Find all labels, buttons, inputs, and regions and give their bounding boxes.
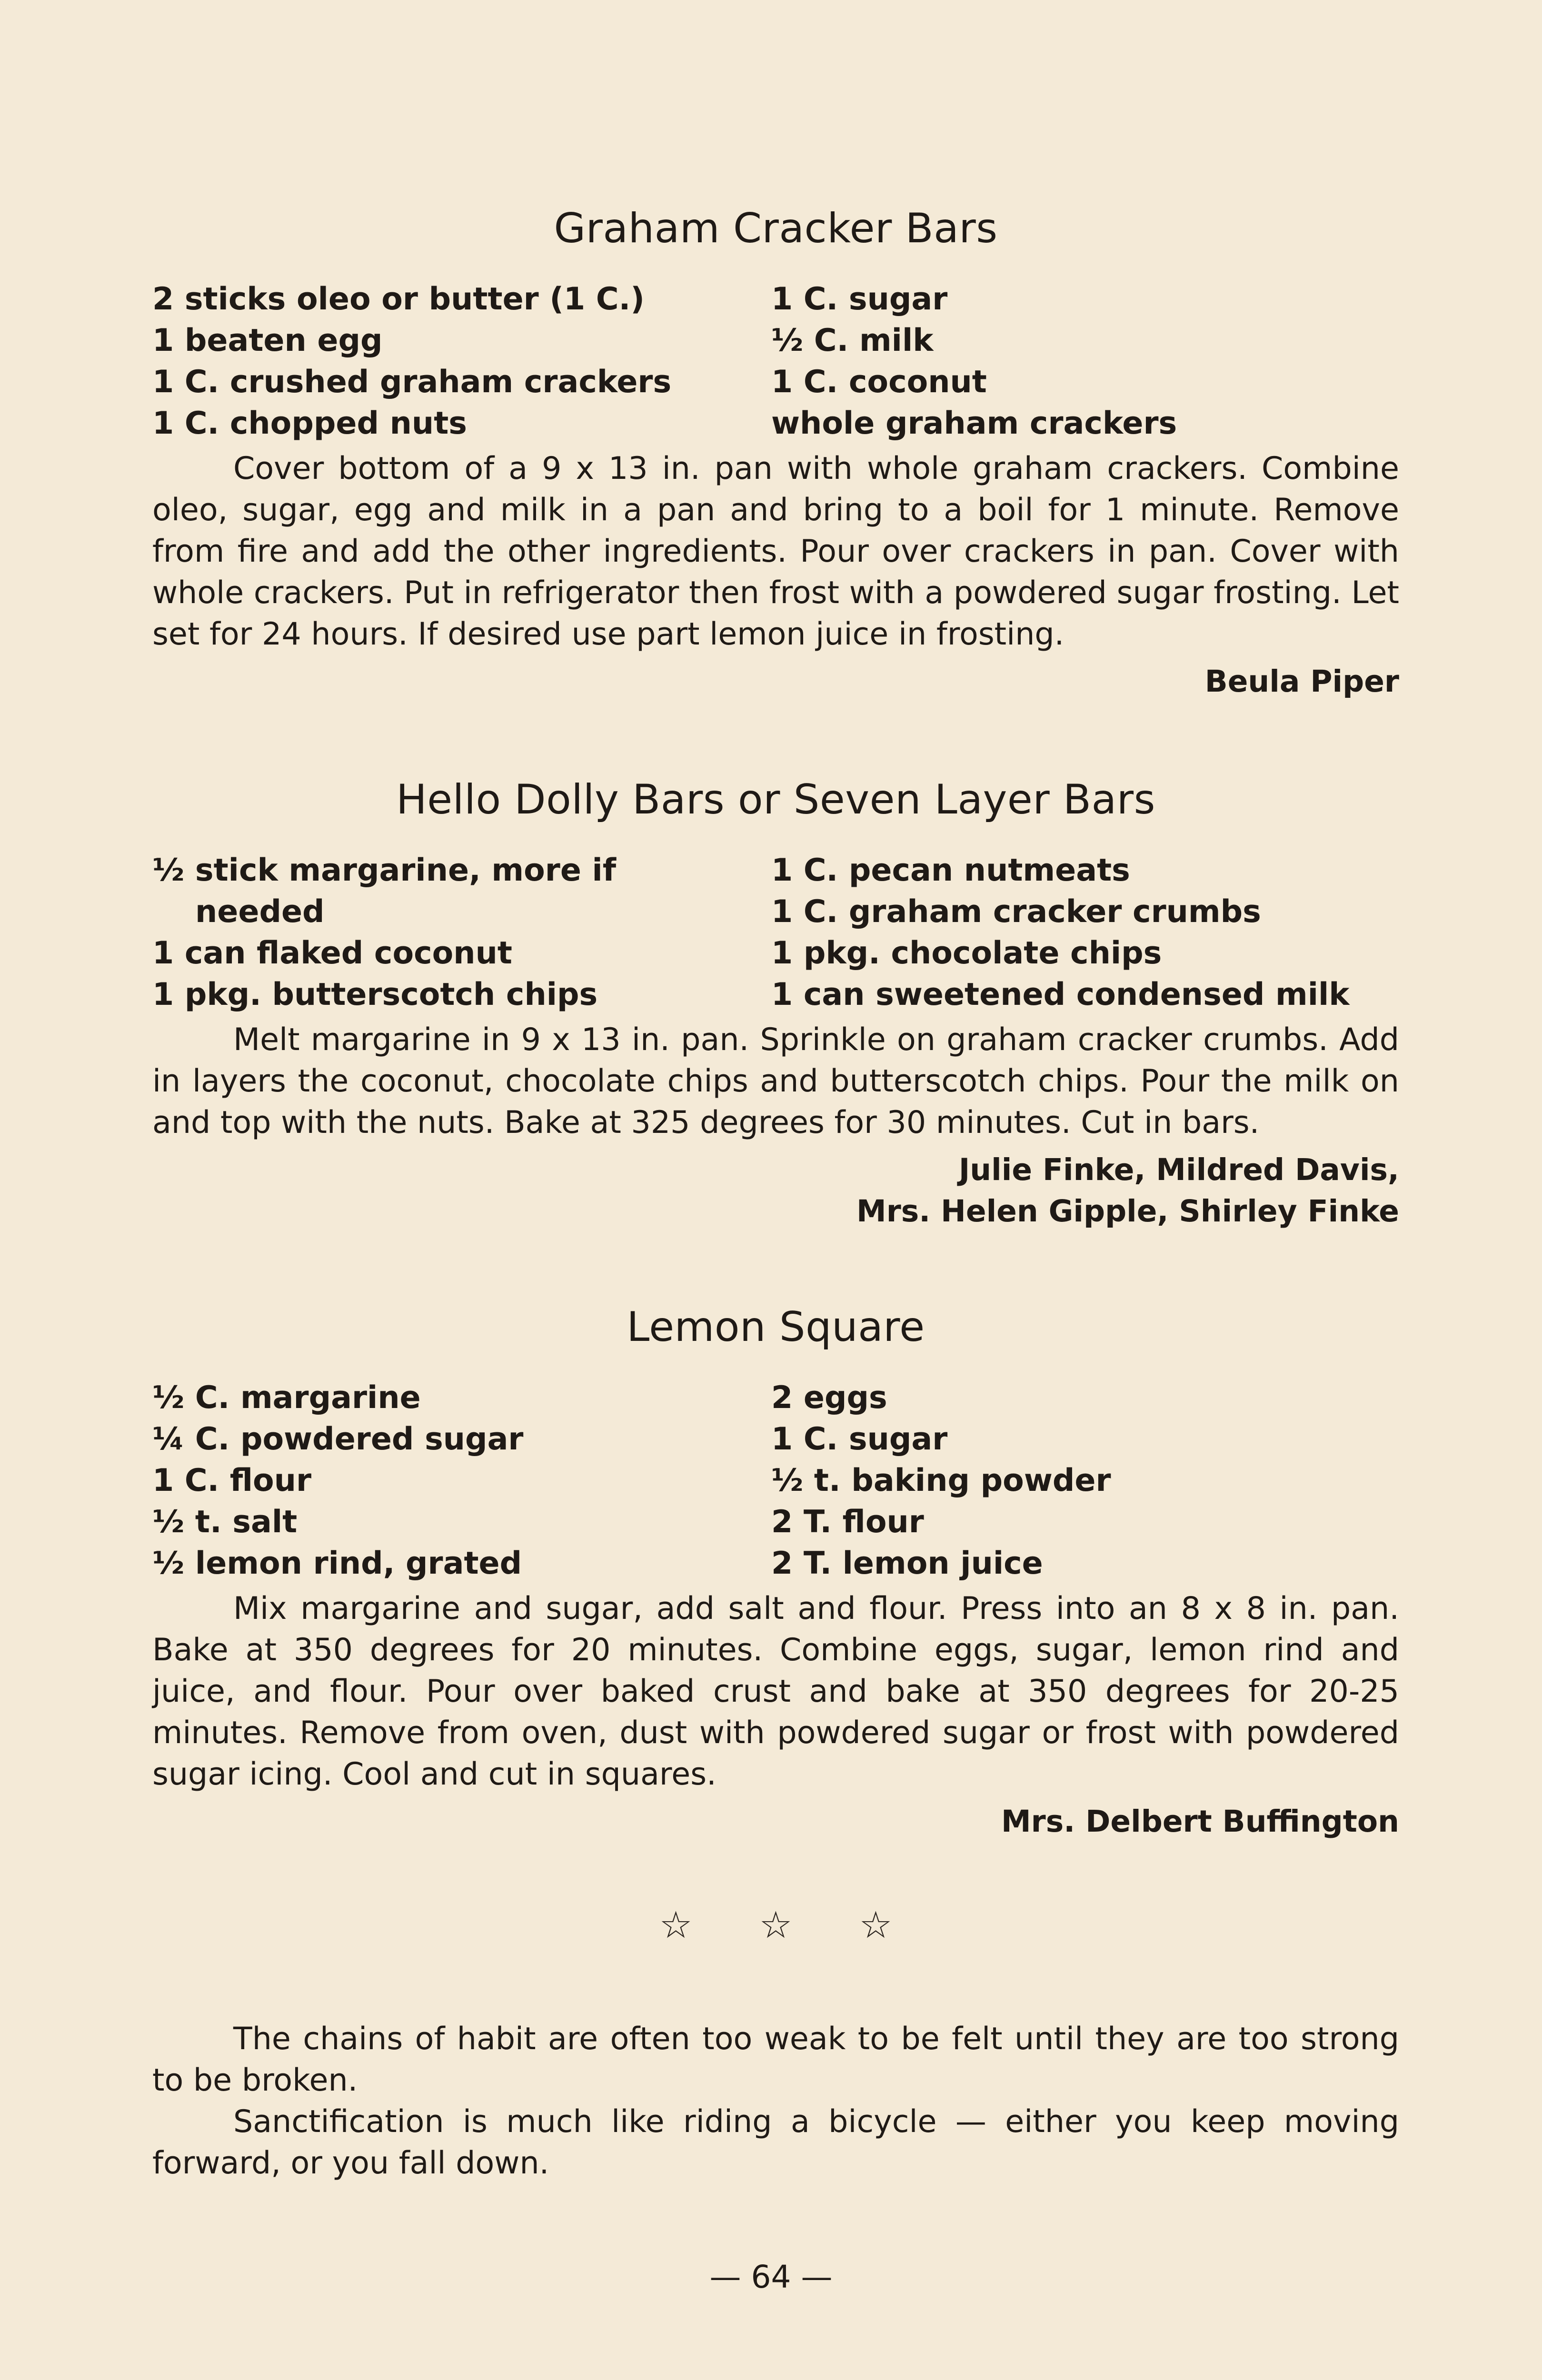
recipe-title: Graham Cracker Bars	[554, 205, 998, 252]
recipe-title: Lemon Square	[627, 1303, 925, 1351]
ingredient-column-right	[771, 278, 1399, 444]
recipe-author: Julie Finke, Mildred Davis,	[958, 1152, 1399, 1187]
ingredient: 2 T. lemon juice	[771, 1546, 1043, 1581]
recipe-graham-cracker-bars	[152, 205, 1399, 702]
ingredient-list	[152, 850, 1399, 1015]
ingredient-column-left	[152, 278, 771, 444]
star-icon: ☆	[859, 1904, 893, 1947]
recipe-author: Mrs. Helen Gipple, Shirley Finke	[856, 1194, 1399, 1229]
ingredient: 1 C. sugar	[771, 281, 948, 317]
ingredient-list	[152, 1377, 1399, 1584]
ingredient: 1 C. pecan nutmeats	[771, 853, 1130, 888]
ingredient: 1 can flaked coconut	[152, 935, 512, 971]
ingredient: ½ C. margarine	[152, 1380, 421, 1416]
ingredient: 1 C. crushed graham crackers	[152, 364, 672, 400]
recipe-lemon-square	[152, 1303, 1399, 1842]
ingredient: 2 eggs	[771, 1380, 887, 1416]
ingredient-column-right	[771, 850, 1399, 1015]
ingredient: 1 C. chopped nuts	[152, 406, 467, 441]
ingredient: 1 C. coconut	[771, 364, 987, 400]
quotes	[152, 2018, 1399, 2184]
ingredient: 1 C. sugar	[771, 1421, 948, 1457]
recipe-author: Mrs. Delbert Buffington	[1001, 1804, 1399, 1839]
star-divider	[152, 1904, 1399, 1947]
ingredient-list	[152, 278, 1399, 444]
ingredient: 1 pkg. butterscotch chips	[152, 977, 598, 1012]
recipe-instructions: Cover bottom of a 9 x 13 in. pan with whole graham crackers. Combine oleo, sugar, egg and milk in a pan and bring to a boil for 1 minute. Remove from fire and add the other ingredients. Pour over crackers in pan. Cover with whole crackers. Put in refrigerator then frost with a powdered sugar frosting. Let set for 24 hours. If desired use part lemon juice in frosting.	[152, 451, 1399, 652]
ingredient: 1 beaten egg	[152, 323, 383, 358]
ingredient: 2 T. flour	[771, 1504, 924, 1540]
recipe-hello-dolly-bars	[152, 776, 1399, 1232]
ingredient: 2 sticks oleo or butter (1 C.)	[152, 281, 645, 317]
recipe-author: Beula Piper	[1204, 664, 1399, 699]
ingredient-continuation: needed	[195, 894, 325, 930]
quote: Sanctification is much like riding a bicycle — either you keep moving forward, or you fall down.	[152, 2104, 1399, 2181]
ingredient: ½ t. baking powder	[771, 1463, 1111, 1498]
ingredient: ½ lemon rind, grated	[152, 1546, 522, 1581]
ingredient: whole graham crackers	[771, 406, 1177, 441]
ingredient: 1 C. graham cracker crumbs	[771, 894, 1261, 930]
ingredient: ¼ C. powdered sugar	[152, 1421, 524, 1457]
quote: The chains of habit are often too weak to be felt until they are too strong to be broken.	[152, 2021, 1399, 2098]
ingredient: ½ stick margarine, more if	[152, 853, 617, 888]
star-icon: ☆	[659, 1904, 693, 1947]
ingredient: 1 pkg. chocolate chips	[771, 935, 1162, 971]
ingredient: 1 C. flour	[152, 1463, 312, 1498]
page-number: — 64 —	[709, 2259, 833, 2295]
ingredient-column-left	[152, 850, 771, 1015]
ingredient: 1 can sweetened condensed milk	[771, 977, 1350, 1012]
ingredient: ½ t. salt	[152, 1504, 298, 1540]
recipe-instructions: Melt margarine in 9 x 13 in. pan. Sprinkle on graham cracker crumbs. Add in layers the coconut, chocolate chips and butterscotch chips. Pour the milk on and top with the nuts. Bake at 325 degrees for 30 minutes. Cut in bars.	[152, 1022, 1399, 1140]
ingredient-column-left	[152, 1377, 771, 1584]
ingredient-column-right	[771, 1377, 1399, 1584]
ingredient: ½ C. milk	[771, 323, 934, 358]
star-icon: ☆	[759, 1904, 793, 1947]
recipe-instructions: Mix margarine and sugar, add salt and flour. Press into an 8 x 8 in. pan. Bake at 350 degrees for 20 minutes. Combine eggs, sugar, lemon rind and juice, and flour. Pour over baked crust and bake at 350 degrees for 20-25 minutes. Remove from oven, dust with powdered sugar or frost with powdered sugar icing. Cool and cut in squares.	[152, 1591, 1399, 1792]
recipe-title: Hello Dolly Bars or Seven Layer Bars	[396, 776, 1155, 823]
